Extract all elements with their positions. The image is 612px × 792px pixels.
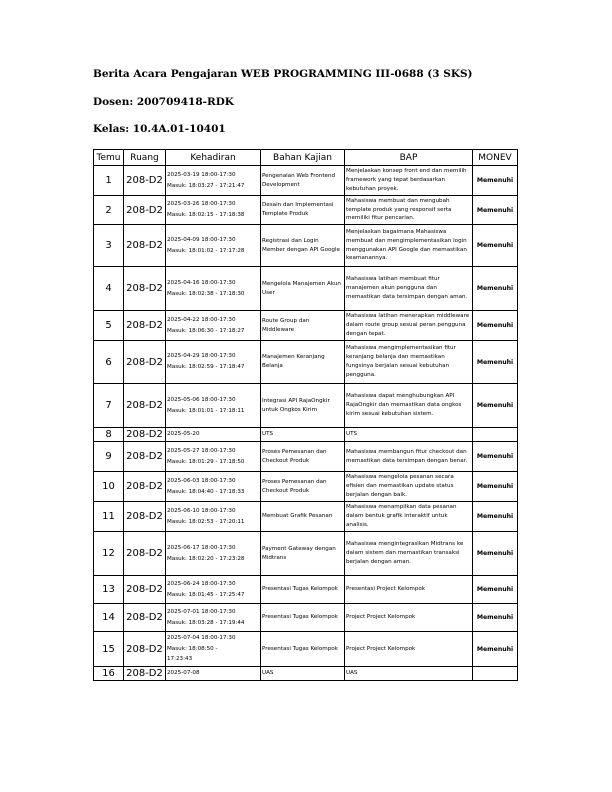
- monev-status: Memenuhi: [473, 502, 518, 532]
- room: 208-D2: [124, 667, 166, 681]
- attendance: [166, 384, 261, 428]
- attendance-line: 2025-05-27 18:00-17:30: [167, 447, 236, 454]
- study-material: Payment Gateway dengan Midtrans: [261, 532, 345, 576]
- bap-description: Project Project Kelompok: [345, 604, 473, 632]
- table-row: [94, 384, 518, 428]
- attendance: [166, 166, 261, 196]
- room: 208-D2: [124, 267, 166, 311]
- attendance: [166, 311, 261, 341]
- monev-status: Memenuhi: [473, 442, 518, 472]
- room: 208-D2: [124, 576, 166, 604]
- attendance-line: 2025-05-06 18:00-17:30: [167, 396, 236, 403]
- monev-status: Memenuhi: [473, 632, 518, 667]
- room: 208-D2: [124, 311, 166, 341]
- attendance-line: Masuk: 18:01:01 - 17:18:11: [167, 407, 245, 414]
- bap-description: Menjelaskan konsep front end dan memilih framework yang tepat berdasarkan kebutuhan proyek.: [345, 166, 473, 196]
- attendance: [166, 428, 261, 442]
- monev-status: Memenuhi: [473, 267, 518, 311]
- monev-status: Memenuhi: [473, 311, 518, 341]
- monev-status: [473, 428, 518, 442]
- room: 208-D2: [124, 632, 166, 667]
- attendance-line: Masuk: 18:01:29 - 17:18:50: [167, 458, 245, 465]
- meeting-number: 11: [94, 502, 124, 532]
- study-material: Mengelola Manajemen Akun User: [261, 267, 345, 311]
- attendance-line: Masuk: 18:02:59 - 17:18:47: [167, 364, 245, 370]
- attendance-line: 2025-04-16 18:00-17:30: [167, 279, 236, 286]
- attendance-line: Masuk: 18:03:27 - 17:21:47: [167, 182, 245, 189]
- room: 208-D2: [124, 225, 166, 267]
- room: 208-D2: [124, 196, 166, 225]
- monev-status: [473, 667, 518, 681]
- attendance: [166, 442, 261, 472]
- table-row: [94, 532, 518, 576]
- bap-description: Menjelaskan bagaimana Mahasiswa membuat dan mengimplementasikan login menggunakan API Google dan memastikan keamanannya.: [345, 225, 473, 267]
- attendance-line: 2025-06-17 18:00-17:30: [167, 544, 236, 551]
- room: 208-D2: [124, 384, 166, 428]
- meeting-number: 3: [94, 225, 124, 267]
- header-bap: BAP: [345, 150, 473, 166]
- attendance: [166, 532, 261, 576]
- study-material: Membuat Grafik Pesanan: [261, 502, 345, 532]
- bap-description: Mahasiswa dapat menghubungkan API RajaOngkir dan memastikan data ongkos kirim sesuai kebutuhan sistem.: [345, 384, 473, 428]
- attendance-line: 17:23:43: [167, 656, 193, 663]
- study-material: Route Group dan Middleware: [261, 311, 345, 341]
- header-ruang: Ruang: [124, 150, 166, 166]
- attendance: [166, 225, 261, 267]
- attendance-line: 2025-04-09 18:00-17:30: [167, 236, 236, 243]
- attendance-line: 2025-03-26 18:00-17:30: [167, 201, 236, 208]
- lecturer-line: Dosen: 200709418-RDK: [93, 96, 234, 108]
- attendance-line: Masuk: 18:02:15 - 17:18:38: [167, 212, 245, 218]
- header-monev: MONEV: [473, 150, 518, 166]
- bap-description: Mahasiswa membangun fitur checkout dan memastikan data tersimpan dengan benar.: [345, 442, 473, 472]
- study-material: Registrasi dan Login Member dengan API Google: [261, 225, 345, 267]
- meeting-number: 9: [94, 442, 124, 472]
- monev-status: Memenuhi: [473, 472, 518, 502]
- table-row: [94, 632, 518, 667]
- attendance: [166, 604, 261, 632]
- monev-status: Memenuhi: [473, 532, 518, 576]
- document-title: Berita Acara Pengajaran WEB PROGRAMMING III-0688 (3 SKS): [93, 68, 473, 80]
- bap-description: Project Project Kelompok: [345, 632, 473, 667]
- attendance-line: 2025-03-19 18:00-17:30: [167, 171, 236, 178]
- attendance-line: Masuk: 18:08:50 -: [167, 645, 218, 652]
- header-temu: Temu: [94, 150, 124, 166]
- table-row: [94, 472, 518, 502]
- table-row: [94, 267, 518, 311]
- study-material: UTS: [261, 428, 345, 442]
- room: 208-D2: [124, 604, 166, 632]
- monev-status: Memenuhi: [473, 384, 518, 428]
- meeting-number: 4: [94, 267, 124, 311]
- room: 208-D2: [124, 472, 166, 502]
- room: 208-D2: [124, 341, 166, 384]
- monev-status: Memenuhi: [473, 604, 518, 632]
- room: 208-D2: [124, 502, 166, 532]
- attendance-line: 2025-07-08: [167, 670, 200, 677]
- meeting-number: 15: [94, 632, 124, 667]
- bap-description: UAS: [345, 667, 473, 681]
- study-material: Desain dan Implementasi Template Produk: [261, 196, 345, 225]
- attendance-line: Masuk: 18:03:28 - 17:19:44: [167, 619, 245, 626]
- study-material: Presentasi Tugas Kelompok: [261, 576, 345, 604]
- table-row: [94, 341, 518, 384]
- meeting-number: 12: [94, 532, 124, 576]
- attendance-line: Masuk: 18:01:45 - 17:25:47: [167, 591, 245, 598]
- meeting-number: 8: [94, 428, 124, 442]
- bap-description: Mahasiswa menampilkan data pesanan dalam bentuk grafik interaktif untuk analisis.: [345, 502, 473, 532]
- attendance-line: 2025-06-24 18:00-17:30: [167, 580, 236, 587]
- attendance: [166, 196, 261, 225]
- study-material: Proses Pemesanan dan Checkout Produk: [261, 442, 345, 472]
- class-line: Kelas: 10.4A.01-10401: [93, 123, 226, 135]
- room: 208-D2: [124, 442, 166, 472]
- header-bahan-kajian: Bahan Kajian: [261, 150, 345, 166]
- table-row: [94, 576, 518, 604]
- attendance-line: 2025-04-22 18:00-17:30: [167, 316, 236, 323]
- meeting-number: 5: [94, 311, 124, 341]
- monev-status: Memenuhi: [473, 225, 518, 267]
- monev-status: Memenuhi: [473, 576, 518, 604]
- attendance-line: 2025-05-20: [167, 431, 200, 438]
- study-material: UAS: [261, 667, 345, 681]
- attendance: [166, 632, 261, 667]
- meeting-number: 16: [94, 667, 124, 681]
- table-row: [94, 196, 518, 225]
- bap-description: Mahasiswa mengimplementasikan fitur keranjang belanja dan memastikan fungsinya berjalan sesuai kebutuhan pengguna.: [345, 341, 473, 384]
- room: 208-D2: [124, 532, 166, 576]
- meeting-number: 14: [94, 604, 124, 632]
- attendance-line: 2025-07-01 18:00-17:30: [167, 608, 236, 615]
- attendance: [166, 576, 261, 604]
- header-kehadiran: Kehadiran: [166, 150, 261, 166]
- attendance-line: 2025-04-29 18:00-17:30: [167, 353, 236, 360]
- table-row: [94, 442, 518, 472]
- meeting-number: 2: [94, 196, 124, 225]
- attendance-line: Masuk: 18:02:53 - 17:20:11: [167, 518, 245, 525]
- attendance: [166, 502, 261, 532]
- study-material: Presentasi Tugas Kelompok: [261, 632, 345, 667]
- bap-description: Mahasiswa latihan menerapkan middleware dalam route group sesuai peran pengguna dengan tepat.: [345, 311, 473, 341]
- room: 208-D2: [124, 428, 166, 442]
- teaching-record-table: [93, 149, 518, 681]
- bap-description: UTS: [345, 428, 473, 442]
- table-row: [94, 604, 518, 632]
- study-material: Pengenalan Web Frontend Development: [261, 166, 345, 196]
- monev-status: Memenuhi: [473, 166, 518, 196]
- attendance-line: 2025-07-04 18:00-17:30: [167, 635, 236, 642]
- table-row: [94, 428, 518, 442]
- attendance: [166, 267, 261, 311]
- monev-status: Memenuhi: [473, 341, 518, 384]
- meeting-number: 7: [94, 384, 124, 428]
- bap-description: Mahasiswa latihan membuat fitur manajemen akun pengguna dan memastikan data tersimpan dengan aman.: [345, 267, 473, 311]
- attendance-line: Masuk: 18:01:02 - 17:17:28: [167, 247, 245, 254]
- attendance-line: 2025-06-10 18:00-17:30: [167, 507, 236, 514]
- table-row: [94, 502, 518, 532]
- study-material: Presentasi Tugas Kelompok: [261, 604, 345, 632]
- bap-description: Mahasiswa mengelola pesanan secara efisien dan memastikan update status berjalan dengan baik.: [345, 472, 473, 502]
- attendance: [166, 667, 261, 681]
- attendance: [166, 472, 261, 502]
- table-row: [94, 225, 518, 267]
- table-row: [94, 311, 518, 341]
- meeting-number: 1: [94, 166, 124, 196]
- table-row: [94, 667, 518, 681]
- bap-description: Mahasiswa mengintegrasikan Midtrans ke dalam sistem dan memastikan transaksi berjalan dengan aman.: [345, 532, 473, 576]
- meeting-number: 6: [94, 341, 124, 384]
- meeting-number: 13: [94, 576, 124, 604]
- bap-description: Presentasi Project Kelompok: [345, 576, 473, 604]
- attendance-line: 2025-06-03 18:00-17:30: [167, 477, 236, 484]
- attendance-line: Masuk: 18:02:38 - 17:18:30: [167, 290, 245, 297]
- table-header-row: [94, 150, 518, 166]
- bap-description: Mahasiswa membuat dan mengubah template produk yang responsif serta memiliki fitur pencarian.: [345, 196, 473, 225]
- room: 208-D2: [124, 166, 166, 196]
- attendance-line: Masuk: 18:06:30 - 17:18:27: [167, 327, 245, 334]
- attendance-line: Masuk: 18:04:40 - 17:18:33: [167, 488, 245, 495]
- study-material: Integrasi API RajaOngkir untuk Ongkos Kirim: [261, 384, 345, 428]
- monev-status: Memenuhi: [473, 196, 518, 225]
- study-material: Proses Pemesanan dan Checkout Produk: [261, 472, 345, 502]
- attendance: [166, 341, 261, 384]
- meeting-number: 10: [94, 472, 124, 502]
- table-row: [94, 166, 518, 196]
- study-material: Manajemen Keranjang Belanja: [261, 341, 345, 384]
- attendance-line: Masuk: 18:02:20 - 17:23:28: [167, 555, 245, 562]
